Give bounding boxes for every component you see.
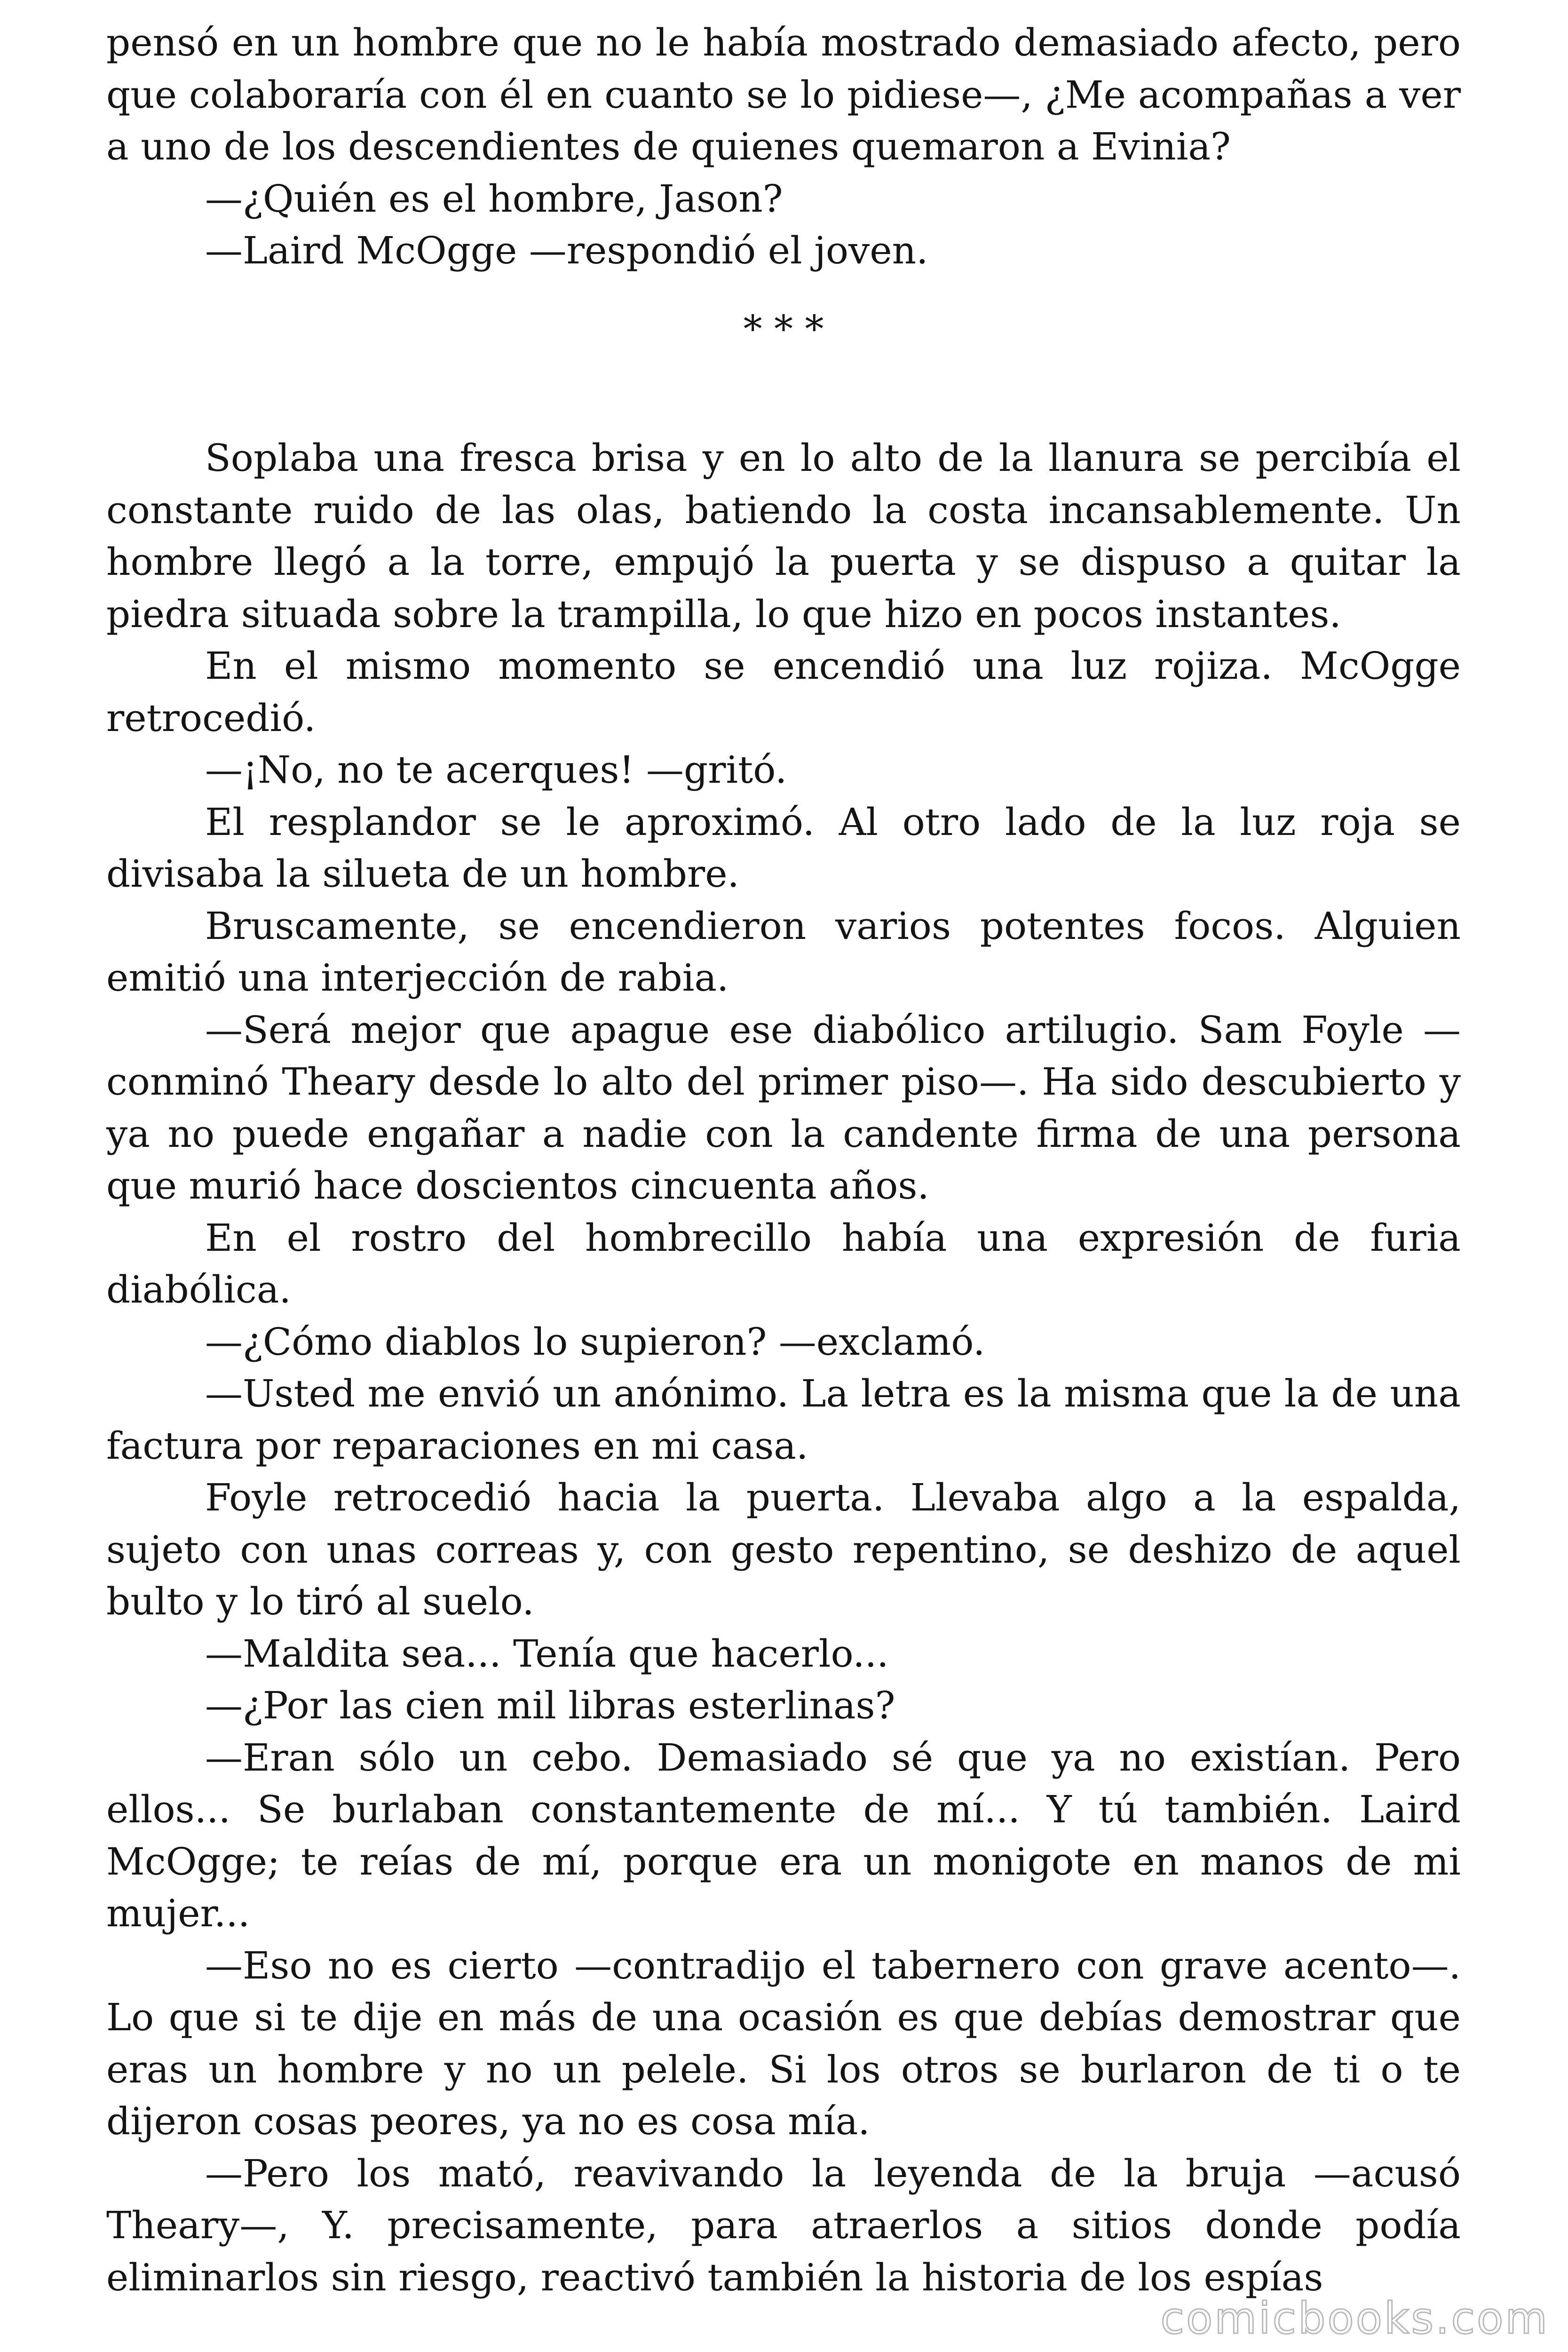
paragraph: Foyle retrocedió hacia la puerta. Llevaba algo a la espalda, sujeto con unas correas y, con gesto repentino, se deshizo de aquel bulto y lo tiró al suelo. — [106, 1476, 1461, 1623]
dialogue-paragraph: —Eran sólo un cebo. Demasiado sé que ya no existían. Pero ellos... Se burlaban constantemente de mí... Y tú también. Laird McOgge; te reías de mí, porque era un monigote en manos de mi mujer... — [106, 1735, 1461, 1935]
paragraph: Soplaba una fresca brisa y en lo alto de la llanura se percibía el constante ruido de las olas, batiendo la costa incansablemente. Un hombre llegó a la torre, empujó la puerta y se dispuso a quitar la piedra situada sobre la trampilla, lo que hizo en pocos instantes. — [106, 436, 1461, 636]
book-page — [106, 17, 1461, 2304]
paragraph: Bruscamente, se encendieron varios potentes focos. Alguien emitió una interjección de rabia. — [106, 904, 1461, 1000]
section-separator: * * * — [743, 307, 824, 351]
dialogue-paragraph: —¿Cómo diablos lo supieron? —exclamó. — [205, 1319, 985, 1364]
dialogue-paragraph: —¿Por las cien mil libras esterlinas? — [205, 1684, 895, 1727]
paragraph-continuation: pensó en un hombre que no le había mostrado demasiado afecto, pero que colaboraría con él en cuanto se lo pidiese—, ¿Me acompañas a ver a uno de los descendientes de quienes quemaron a Evinia? — [106, 21, 1461, 168]
dialogue-paragraph: —¡No, no te acerques! —gritó. — [205, 748, 787, 792]
dialogue-paragraph: —Será mejor que apague ese diabólico artilugio. Sam Foyle — conminó Theary desde lo alto del primer piso—. Ha sido descubierto y ya no puede engañar a nadie con la candente firma de una persona que murió hace doscientos cincuenta años. — [106, 1008, 1461, 1208]
dialogue-paragraph: —Usted me envió un anónimo. La letra es la misma que la de una factura por reparaciones en mi casa. — [106, 1372, 1461, 1468]
dialogue-paragraph: —Eso no es cierto —contradijo el tabernero con grave acento—. Lo que si te dije en más de una ocasión es que debías demostrar que eras un hombre y no un pelele. Si los otros se burlaron de ti o te dijeron cosas peores, ya no es cosa mía. — [106, 1943, 1461, 2143]
paragraph: El resplandor se le aproximó. Al otro lado de la luz roja se divisaba la silueta de un hombre. — [106, 800, 1461, 896]
paragraph: En el mismo momento se encendió una luz rojiza. McOgge retrocedió. — [106, 644, 1461, 740]
dialogue-paragraph: —Pero los mató, reavivando la leyenda de la bruja —acusó Theary—, Y. precisamente, para atraerlos a sitios donde podía eliminarlos sin riesgo, reactivó también la historia de los espías — [106, 2151, 1461, 2299]
dialogue-paragraph: —Laird McOgge —respondió el joven. — [205, 229, 928, 272]
site-watermark: comicbooks.com — [1160, 2293, 1549, 2344]
dialogue-paragraph: —Maldita sea... Tenía que hacerlo... — [205, 1631, 889, 1676]
paragraph: En el rostro del hombrecillo había una expresión de furia diabólica. — [106, 1216, 1461, 1311]
dialogue-paragraph: —¿Quién es el hombre, Jason? — [205, 176, 783, 221]
